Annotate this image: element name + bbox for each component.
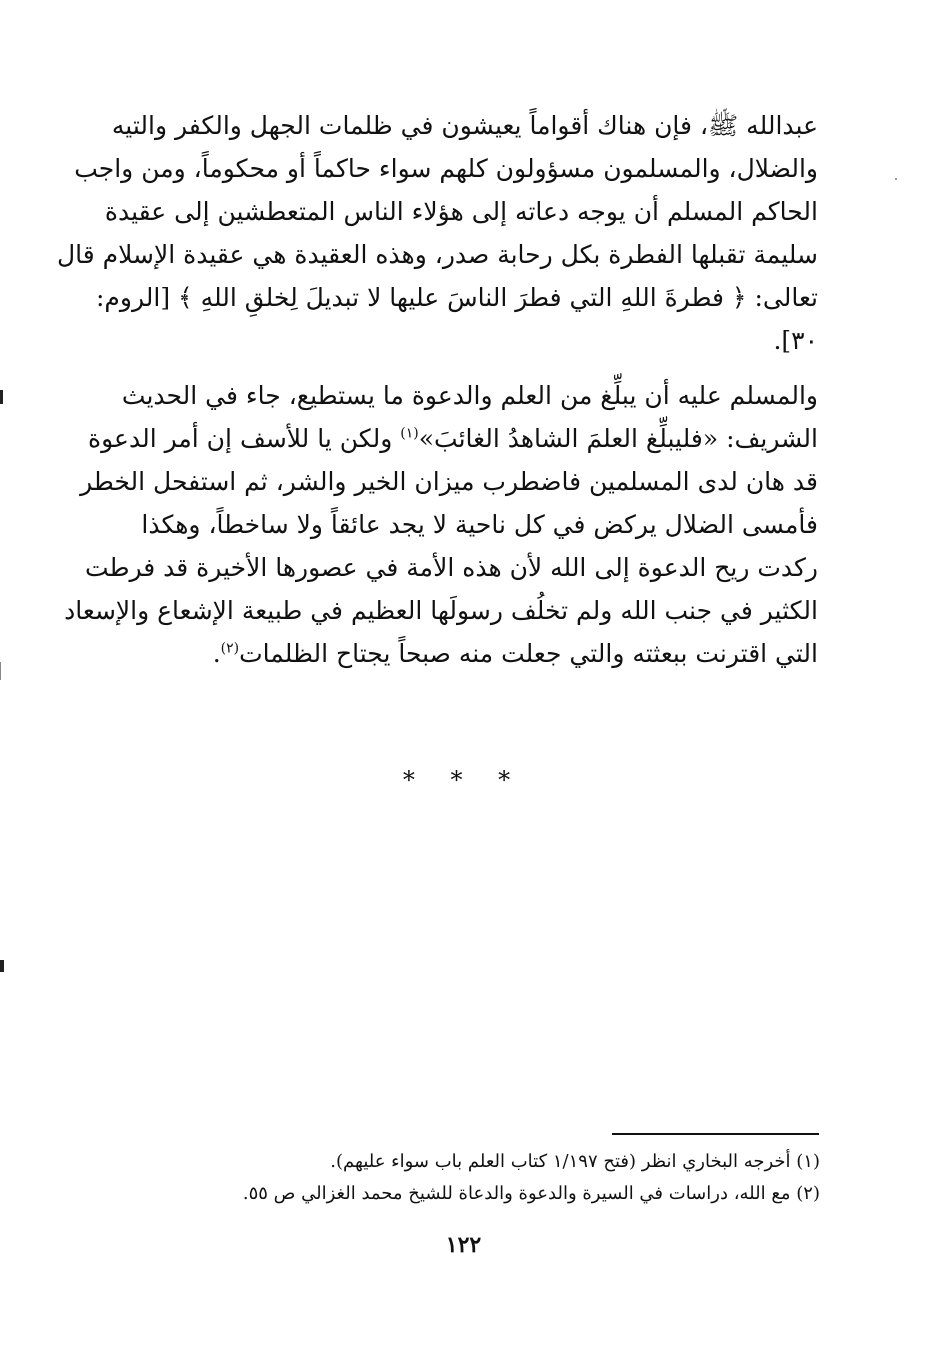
footnote-2: (٢) مع الله، دراسات في السيرة والدعوة والدعاة للشيخ محمد الغزالي ص ٥٥. (242, 1183, 820, 1204)
paragraph-2-line (88, 417, 818, 460)
page-number: ١٢٢ (445, 1232, 482, 1258)
paragraph-1-line: سليمة تقبلها الفطرة بكل رحابة صدر، وهذه العقيدة هي عقيدة الإسلام قال (56, 240, 818, 269)
paragraph-2-text: . (212, 639, 221, 668)
paragraph-2-line: قد هان لدى المسلمين فاضطرب ميزان الخير والشر، ثم استفحل الخطر (80, 467, 818, 496)
paragraph-1-line: والضلال، والمسلمون مسؤولون كلهم سواء حاكماً أو محكوماً، ومن واجب (74, 154, 818, 183)
paragraph-1-line: ٣٠]. (773, 326, 818, 355)
footnote-divider (612, 1133, 819, 1135)
paragraph-1-line: عبدالله ﷺ، فإن هناك أقواماً يعيشون في ظلمات الجهل والكفر والتيه (111, 111, 818, 140)
scan-margin-mark (0, 390, 3, 404)
footnote-ref-1: (١) (400, 425, 419, 442)
paragraph-2-text: التي اقترنت ببعثته والتي جعلت منه صبحاً يجتاح الظلمات (239, 639, 818, 668)
footnote-ref-2: (٢) (220, 640, 240, 657)
paragraph-1 (56, 104, 818, 362)
paragraph-2-text: ولكن يا للأسف إن أمر الدعوة (88, 424, 401, 453)
paragraph-2-line: فأمسى الضلال يركض في كل ناحية لا يجد عائقاً ولا ساخطاً، وهكذا (141, 510, 818, 539)
scan-margin-mark (0, 960, 4, 972)
scan-speck (895, 178, 897, 180)
paragraph-2-line: ركدت ريح الدعوة إلى الله لأن هذه الأمة في عصورها الأخيرة قد فرطت (85, 553, 818, 582)
paragraph-1-line: تعالى: ﴿ فطرةَ اللهِ التي فطرَ الناسَ عليها لا تبديلَ لِخلقِ اللهِ ﴾ [الروم: (95, 283, 818, 312)
section-separator: * * * (402, 766, 525, 794)
hadith-text: الشريف: «فليبلِّغ العلمَ الشاهدُ الغائبَ» (418, 424, 818, 453)
footnote-1: (١) أخرجه البخاري انظر (فتح ١/١٩٧ كتاب العلم باب سواء عليهم). (330, 1151, 820, 1172)
paragraph-2-line (118, 632, 818, 675)
paragraph-2 (64, 374, 818, 675)
paragraph-2-line: الكثير في جنب الله ولم تخلُف رسولَها العظيم في طبيعة الإشعاع والإسعاد (64, 596, 818, 625)
paragraph-1-line: الحاكم المسلم أن يوجه دعاته إلى هؤلاء الناس المتعطشين إلى عقيدة (104, 197, 818, 226)
footnotes (150, 1146, 820, 1210)
paragraph-2-line: والمسلم عليه أن يبلِّغ من العلم والدعوة ما يستطيع، جاء في الحديث (121, 381, 818, 410)
scan-margin-mark (0, 662, 1, 680)
